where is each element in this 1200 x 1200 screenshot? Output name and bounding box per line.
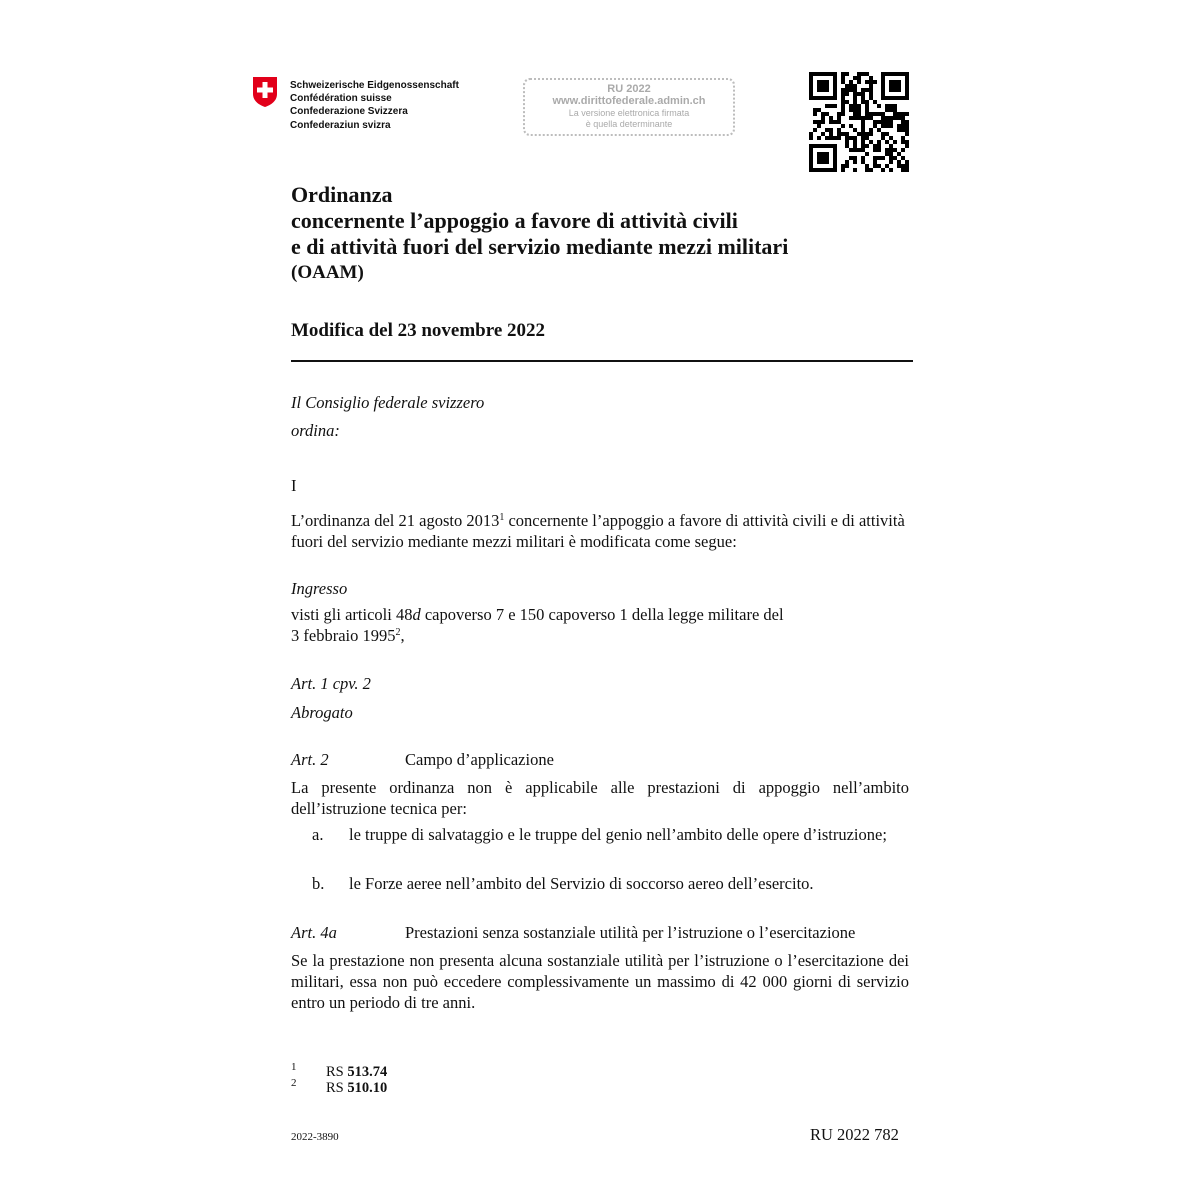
title-divider bbox=[291, 360, 913, 362]
footnote-ref-1[interactable]: 1 bbox=[499, 512, 505, 523]
ingresso-text-italic: d bbox=[412, 605, 421, 624]
footnote-2 bbox=[326, 1080, 387, 1096]
art4a-number: Art. 4a bbox=[291, 923, 337, 942]
ingresso-heading: Ingresso bbox=[291, 579, 348, 598]
art2-item-b-label: b. bbox=[312, 874, 325, 893]
ingresso-text bbox=[291, 604, 911, 646]
art2-item-b-text: le Forze aeree nell’ambito del Servizio di soccorso aereo dell’esercito. bbox=[349, 874, 814, 893]
title-abbreviation: (OAAM) bbox=[291, 262, 364, 283]
official-stamp bbox=[523, 78, 735, 136]
footnote-2-number: 2 bbox=[291, 1077, 297, 1089]
ingresso-text-end: , bbox=[400, 626, 405, 645]
title-line-1: Ordinanza bbox=[291, 182, 393, 207]
qr-code-icon bbox=[809, 72, 909, 172]
confederation-names bbox=[290, 79, 459, 132]
footnote-1 bbox=[326, 1064, 387, 1080]
ingresso-text-c: 3 febbraio 1995 bbox=[291, 626, 396, 645]
art4a-title: Prestazioni senza sostanziale utilità per l’istruzione o l’esercitazione bbox=[405, 923, 856, 942]
art2-number: Art. 2 bbox=[291, 750, 329, 769]
art2-text: La presente ordinanza non è applicabile alle prestazioni di appoggio nell’ambito dell’istruzione tecnica per: bbox=[291, 778, 909, 818]
amendment-date: Modifica del 23 novembre 2022 bbox=[291, 320, 546, 341]
title-line-2: concernente l’appoggio a favore di attività civili bbox=[291, 208, 738, 233]
art2-title: Campo d’applicazione bbox=[405, 750, 554, 769]
confederation-de: Schweizerische Eidgenossenschaft bbox=[290, 80, 459, 91]
stamp-url: www.dirittofederale.admin.ch bbox=[552, 95, 706, 107]
stamp-note-2: è quella determinante bbox=[585, 119, 673, 129]
footnote-2-ref: 510.10 bbox=[347, 1080, 388, 1096]
intro-text-before: L’ordinanza del 21 agosto 2013 bbox=[291, 511, 500, 530]
document-title bbox=[291, 182, 788, 260]
document-number: 2022-3890 bbox=[291, 1131, 339, 1143]
swiss-cross-logo bbox=[252, 76, 278, 108]
intro-text-after: concernente l’appoggio a favore di attività civili e di attività fuori del servizio mediante mezzi militari è modificata come segue: bbox=[291, 511, 905, 551]
confederation-it: Confederazione Svizzera bbox=[290, 106, 408, 118]
art1-heading: Art. 1 cpv. 2 bbox=[291, 674, 371, 693]
art2-item-a-label: a. bbox=[312, 825, 324, 844]
ingresso-text-b: capoverso 7 e 150 capoverso 1 della legge militare del bbox=[420, 605, 784, 624]
section-number: I bbox=[291, 476, 297, 495]
preamble-ordina: ordina: bbox=[291, 421, 340, 440]
stamp-note-1: La versione elettronica firmata bbox=[568, 108, 690, 118]
ingresso-line-1 bbox=[291, 604, 911, 625]
ru-reference: RU 2022 782 bbox=[810, 1125, 899, 1144]
footnote-1-ref: 513.74 bbox=[347, 1064, 388, 1080]
footnote-ref-2[interactable]: 2 bbox=[395, 627, 401, 638]
footnote-1-prefix: RS bbox=[326, 1064, 348, 1080]
ingresso-line-2 bbox=[291, 625, 911, 646]
confederation-rm: Confederaziun svizra bbox=[290, 119, 391, 131]
intro-paragraph bbox=[291, 510, 911, 552]
title-line-3: e di attività fuori del servizio mediante mezzi militari bbox=[291, 234, 789, 259]
stamp-ru: RU 2022 bbox=[607, 83, 651, 95]
art1-text: Abrogato bbox=[291, 703, 353, 722]
art2-item-a-text: le truppe di salvataggio e le truppe del genio nell’ambito delle opere d’istruzione; bbox=[349, 825, 887, 844]
confederation-fr: Confédération suisse bbox=[290, 93, 392, 105]
footnote-1-number: 1 bbox=[291, 1061, 297, 1073]
art4a-text: Se la prestazione non presenta alcuna sostanziale utilità per l’istruzione o l’esercitazione dei militari, essa non può eccedere complessivamente un massimo di 42 000 giorni di servizio entro un periodo di tre anni. bbox=[291, 951, 909, 1012]
ingresso-text-a: visti gli articoli 48 bbox=[291, 605, 413, 624]
preamble-council: Il Consiglio federale svizzero bbox=[291, 393, 485, 412]
footnote-2-prefix: RS bbox=[326, 1080, 348, 1096]
